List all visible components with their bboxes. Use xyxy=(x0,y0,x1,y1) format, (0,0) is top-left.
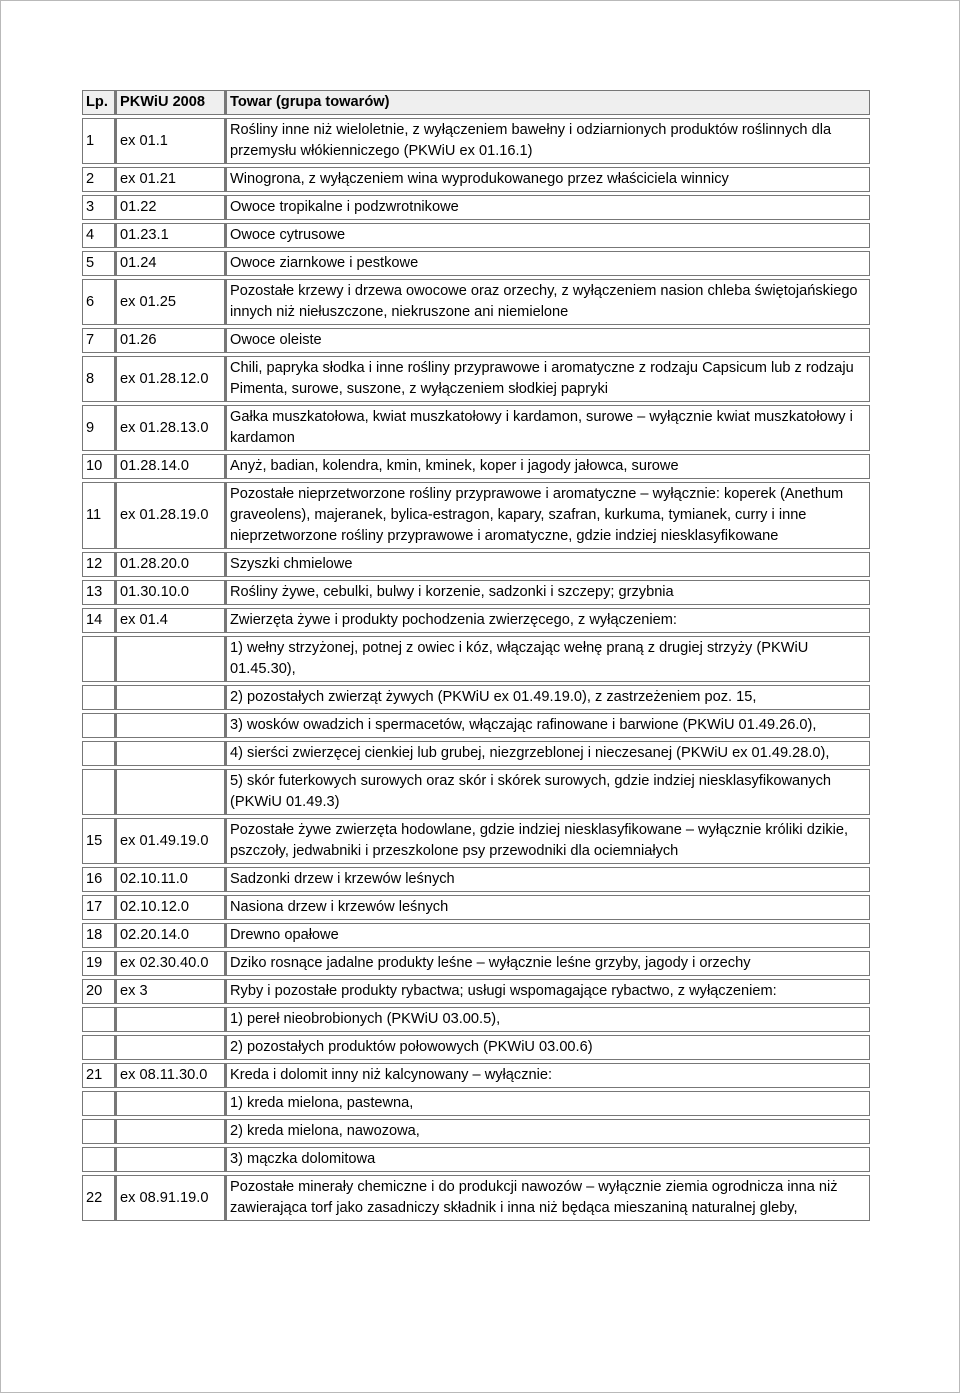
table-row xyxy=(82,580,870,605)
cell-lp: 3 xyxy=(82,195,115,220)
cell-goods: Owoce tropikalne i podzwrotnikowe xyxy=(225,195,870,220)
cell-goods: Drewno opałowe xyxy=(225,923,870,948)
cell-lp: 5 xyxy=(82,251,115,276)
cell-goods: 2) pozostałych produktów połowowych (PKWiU 03.00.6) xyxy=(225,1035,870,1060)
cell-lp: 13 xyxy=(82,580,115,605)
cell-goods: 3) wosków owadzich i spermacetów, włączając rafinowane i barwione (PKWiU 01.49.26.0), xyxy=(225,713,870,738)
goods-table-body xyxy=(82,90,870,1221)
cell-pkwiu: ex 01.1 xyxy=(115,118,225,164)
cell-pkwiu: 01.28.20.0 xyxy=(115,552,225,577)
header-pkwiu: PKWiU 2008 xyxy=(115,90,225,115)
cell-goods: Anyż, badian, kolendra, kmin, kminek, koper i jagody jałowca, surowe xyxy=(225,454,870,479)
cell-pkwiu xyxy=(115,1035,225,1060)
cell-pkwiu: 01.28.14.0 xyxy=(115,454,225,479)
header-lp: Lp. xyxy=(82,90,115,115)
cell-pkwiu xyxy=(115,1119,225,1144)
cell-lp: 1 xyxy=(82,118,115,164)
cell-pkwiu xyxy=(115,1091,225,1116)
cell-pkwiu: ex 01.4 xyxy=(115,608,225,633)
cell-lp xyxy=(82,1119,115,1144)
table-subitem-row xyxy=(82,1035,870,1060)
cell-pkwiu: 02.10.12.0 xyxy=(115,895,225,920)
cell-lp xyxy=(82,1007,115,1032)
cell-pkwiu: 01.30.10.0 xyxy=(115,580,225,605)
cell-pkwiu: ex 02.30.40.0 xyxy=(115,951,225,976)
cell-goods: 5) skór futerkowych surowych oraz skór i skórek surowych, gdzie indziej niesklasyfikowanych (PKWiU 01.49.3) xyxy=(225,769,870,815)
cell-lp xyxy=(82,713,115,738)
table-row xyxy=(82,328,870,353)
table-row xyxy=(82,251,870,276)
table-row xyxy=(82,356,870,402)
cell-goods: Kreda i dolomit inny niż kalcynowany – wyłącznie: xyxy=(225,1063,870,1088)
cell-pkwiu: 02.10.11.0 xyxy=(115,867,225,892)
cell-goods: Pozostałe żywe zwierzęta hodowlane, gdzie indziej niesklasyfikowane – wyłącznie króliki dzikie, pszczoły, jedwabniki i przeszkolone psy przewodniki dla ociemniałych xyxy=(225,818,870,864)
cell-lp: 9 xyxy=(82,405,115,451)
cell-pkwiu xyxy=(115,769,225,815)
cell-lp: 19 xyxy=(82,951,115,976)
table-row xyxy=(82,279,870,325)
cell-lp: 12 xyxy=(82,552,115,577)
cell-pkwiu: 01.23.1 xyxy=(115,223,225,248)
cell-pkwiu: ex 01.21 xyxy=(115,167,225,192)
cell-pkwiu: 02.20.14.0 xyxy=(115,923,225,948)
cell-goods: Gałka muszkatołowa, kwiat muszkatołowy i kardamon, surowe – wyłącznie kwiat muszkatołowy i kardamon xyxy=(225,405,870,451)
cell-lp: 14 xyxy=(82,608,115,633)
cell-pkwiu: ex 01.28.13.0 xyxy=(115,405,225,451)
cell-goods: 1) pereł nieobrobionych (PKWiU 03.00.5), xyxy=(225,1007,870,1032)
table-row xyxy=(82,405,870,451)
table-row xyxy=(82,895,870,920)
table-subitem-row xyxy=(82,769,870,815)
table-subitem-row xyxy=(82,636,870,682)
cell-pkwiu: 01.24 xyxy=(115,251,225,276)
cell-lp: 8 xyxy=(82,356,115,402)
table-subitem-row xyxy=(82,741,870,766)
cell-goods: 4) sierści zwierzęcej cienkiej lub grubej, niezgrzeblonej i nieczesanej (PKWiU ex 01.49.28.0), xyxy=(225,741,870,766)
cell-pkwiu: ex 3 xyxy=(115,979,225,1004)
cell-pkwiu xyxy=(115,713,225,738)
cell-pkwiu xyxy=(115,1147,225,1172)
table-row xyxy=(82,552,870,577)
cell-goods: Pozostałe krzewy i drzewa owocowe oraz orzechy, z wyłączeniem nasion chleba świętojańskiego innych niż niełuszczone, niekruszone ani niemielone xyxy=(225,279,870,325)
cell-lp: 6 xyxy=(82,279,115,325)
table-subitem-row xyxy=(82,1091,870,1116)
cell-pkwiu: ex 01.25 xyxy=(115,279,225,325)
cell-lp: 22 xyxy=(82,1175,115,1221)
table-row xyxy=(82,923,870,948)
cell-goods: Szyszki chmielowe xyxy=(225,552,870,577)
cell-goods: Ryby i pozostałe produkty rybactwa; usługi wspomagające rybactwo, z wyłączeniem: xyxy=(225,979,870,1004)
cell-goods: 1) kreda mielona, pastewna, xyxy=(225,1091,870,1116)
cell-lp xyxy=(82,1035,115,1060)
cell-lp xyxy=(82,741,115,766)
cell-goods: Chili, papryka słodka i inne rośliny przyprawowe i aromatyczne z rodzaju Capsicum lub z rodzaju Pimenta, surowe, suszone, z wyłączeniem słodkiej papryki xyxy=(225,356,870,402)
cell-lp: 11 xyxy=(82,482,115,549)
table-row xyxy=(82,951,870,976)
table-row xyxy=(82,818,870,864)
cell-pkwiu: 01.22 xyxy=(115,195,225,220)
cell-lp xyxy=(82,685,115,710)
cell-lp: 15 xyxy=(82,818,115,864)
table-row xyxy=(82,195,870,220)
cell-goods: Pozostałe minerały chemiczne i do produkcji nawozów – wyłącznie ziemia ogrodnicza inna niż zawierająca torf jako zasadniczy składnik i inna niż będąca mieszaniną naturalnej gleby, xyxy=(225,1175,870,1221)
cell-lp: 10 xyxy=(82,454,115,479)
cell-pkwiu xyxy=(115,685,225,710)
cell-pkwiu: ex 01.28.19.0 xyxy=(115,482,225,549)
table-row xyxy=(82,979,870,1004)
cell-pkwiu: ex 08.91.19.0 xyxy=(115,1175,225,1221)
cell-pkwiu xyxy=(115,636,225,682)
cell-goods: Dziko rosnące jadalne produkty leśne – wyłącznie leśne grzyby, jagody i orzechy xyxy=(225,951,870,976)
cell-goods: Owoce oleiste xyxy=(225,328,870,353)
cell-goods: 1) wełny strzyżonej, potnej z owiec i kóz, włączając wełnę praną z drugiej strzyży (PKWiU 01.45.30), xyxy=(225,636,870,682)
cell-pkwiu: ex 01.28.12.0 xyxy=(115,356,225,402)
table-row xyxy=(82,482,870,549)
cell-lp: 17 xyxy=(82,895,115,920)
table-header-row xyxy=(82,90,870,115)
cell-goods: Owoce cytrusowe xyxy=(225,223,870,248)
cell-pkwiu: ex 01.49.19.0 xyxy=(115,818,225,864)
cell-lp xyxy=(82,636,115,682)
cell-lp: 16 xyxy=(82,867,115,892)
table-row xyxy=(82,867,870,892)
table-subitem-row xyxy=(82,685,870,710)
cell-pkwiu xyxy=(115,1007,225,1032)
cell-pkwiu: 01.26 xyxy=(115,328,225,353)
table-row xyxy=(82,1175,870,1221)
cell-lp xyxy=(82,1147,115,1172)
cell-goods: Zwierzęta żywe i produkty pochodzenia zwierzęcego, z wyłączeniem: xyxy=(225,608,870,633)
table-row xyxy=(82,608,870,633)
header-goods: Towar (grupa towarów) xyxy=(225,90,870,115)
cell-pkwiu xyxy=(115,741,225,766)
cell-goods: 2) pozostałych zwierząt żywych (PKWiU ex 01.49.19.0), z zastrzeżeniem poz. 15, xyxy=(225,685,870,710)
cell-goods: 2) kreda mielona, nawozowa, xyxy=(225,1119,870,1144)
table-subitem-row xyxy=(82,1119,870,1144)
cell-lp: 4 xyxy=(82,223,115,248)
cell-lp xyxy=(82,1091,115,1116)
cell-goods: Rośliny inne niż wieloletnie, z wyłączeniem bawełny i odziarnionych produktów roślinnych dla przemysłu włókienniczego (PKWiU ex 01.16.1) xyxy=(225,118,870,164)
cell-lp: 21 xyxy=(82,1063,115,1088)
cell-goods: Owoce ziarnkowe i pestkowe xyxy=(225,251,870,276)
cell-lp: 20 xyxy=(82,979,115,1004)
table-row xyxy=(82,118,870,164)
goods-table xyxy=(82,87,870,1224)
cell-goods: Winogrona, z wyłączeniem wina wyprodukowanego przez właściciela winnicy xyxy=(225,167,870,192)
cell-pkwiu: ex 08.11.30.0 xyxy=(115,1063,225,1088)
table-row xyxy=(82,223,870,248)
cell-goods: Rośliny żywe, cebulki, bulwy i korzenie, sadzonki i szczepy; grzybnia xyxy=(225,580,870,605)
cell-goods: Pozostałe nieprzetworzone rośliny przyprawowe i aromatyczne – wyłącznie: koperek (Anethum graveolens), majeranek, bylica-estragon, kapary, szafran, kurkuma, tymianek, curry i inne nieprzetworzone rośliny przyprawowe i aromatyczne, gdzie indziej niesklasyfikowane xyxy=(225,482,870,549)
cell-lp: 7 xyxy=(82,328,115,353)
table-row xyxy=(82,454,870,479)
cell-lp: 18 xyxy=(82,923,115,948)
cell-lp xyxy=(82,769,115,815)
cell-goods: Sadzonki drzew i krzewów leśnych xyxy=(225,867,870,892)
cell-lp: 2 xyxy=(82,167,115,192)
table-subitem-row xyxy=(82,1147,870,1172)
cell-goods: 3) mączka dolomitowa xyxy=(225,1147,870,1172)
cell-goods: Nasiona drzew i krzewów leśnych xyxy=(225,895,870,920)
table-row xyxy=(82,1063,870,1088)
table-subitem-row xyxy=(82,713,870,738)
table-row xyxy=(82,167,870,192)
table-subitem-row xyxy=(82,1007,870,1032)
